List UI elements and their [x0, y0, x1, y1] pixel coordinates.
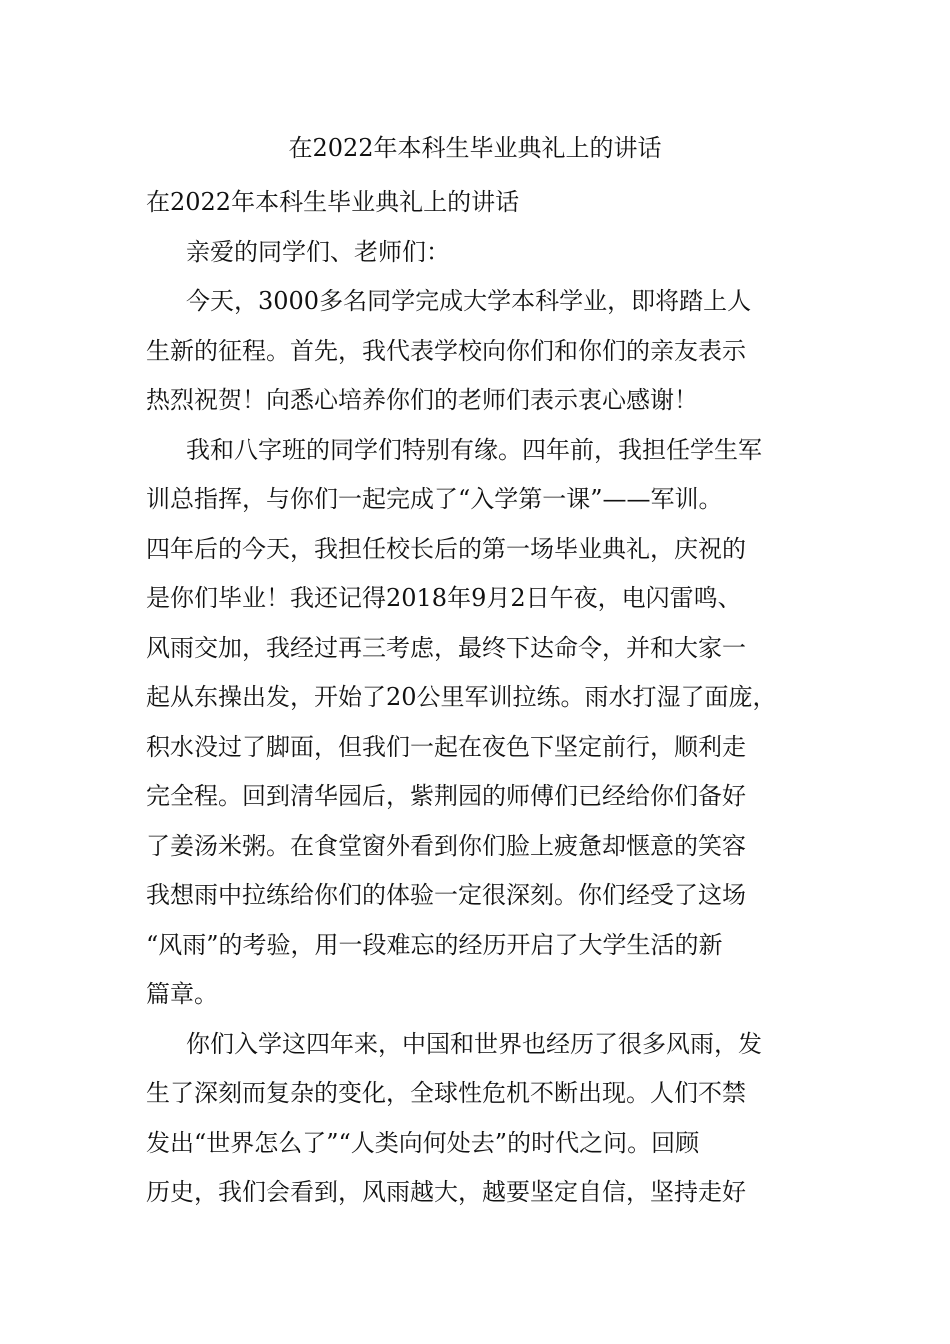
document-body [146, 178, 826, 1218]
paragraph-line: 生新的征程。首先，我代表学校向你们和你们的亲友表示 [146, 336, 746, 365]
paragraph-line: 发出“世界怎么了”“人类向何处去”的时代之问。回顾 [146, 1128, 700, 1157]
paragraph-line: 风雨交加，我经过再三考虑，最终下达命令，并和大家一 [146, 633, 746, 662]
body-heading-line: 在2022年本科生毕业典礼上的讲话 [146, 188, 520, 216]
paragraph-line: 篇章。 [146, 980, 218, 1008]
paragraph-line: 训总指挥，与你们一起完成了“入学第一课”——军训。 [146, 485, 723, 513]
paragraph-line: 了姜汤米粥。在食堂窗外看到你们脸上疲惫却惬意的笑容 [146, 831, 746, 860]
paragraph-line: 积水没过了脚面，但我们一起在夜色下坚定前行，顺利走 [146, 732, 746, 761]
paragraph-line: 我想雨中拉练给你们的体验一定很深刻。你们经受了这场 [146, 881, 746, 909]
document-title: 在2022年本科生毕业典礼上的讲话 [288, 134, 662, 162]
paragraph-line: 热烈祝贺！向悉心培养你们的老师们表示衷心感谢！ [146, 386, 698, 414]
paragraph-line: “风雨”的考验，用一段难忘的经历开启了大学生活的新 [146, 930, 723, 959]
paragraph-line: 今天，3000多名同学完成大学本科学业，即将踏上人 [186, 287, 752, 315]
salutation-line: 亲爱的同学们、老师们： [186, 237, 450, 266]
paragraph-line: 起从东操出发，开始了20公里军训拉练。雨水打湿了面庞， [146, 683, 777, 711]
paragraph-line: 历史，我们会看到，风雨越大，越要坚定自信，坚持走好 [146, 1178, 746, 1206]
paragraph-line: 四年后的今天，我担任校长后的第一场毕业典礼，庆祝的 [146, 534, 746, 563]
paragraph-line: 你们入学这四年来，中国和世界也经历了很多风雨，发 [186, 1029, 762, 1058]
paragraph-line: 完全程。回到清华园后，紫荆园的师傅们已经给你们备好 [146, 782, 746, 810]
paragraph-line: 我和八字班的同学们特别有缘。四年前，我担任学生军 [186, 435, 762, 464]
paragraph-line: 生了深刻而复杂的变化，全球性危机不断出现。人们不禁 [146, 1079, 746, 1107]
paragraph-line: 是你们毕业！我还记得2018年9月2日午夜，电闪雷鸣、 [146, 584, 742, 612]
